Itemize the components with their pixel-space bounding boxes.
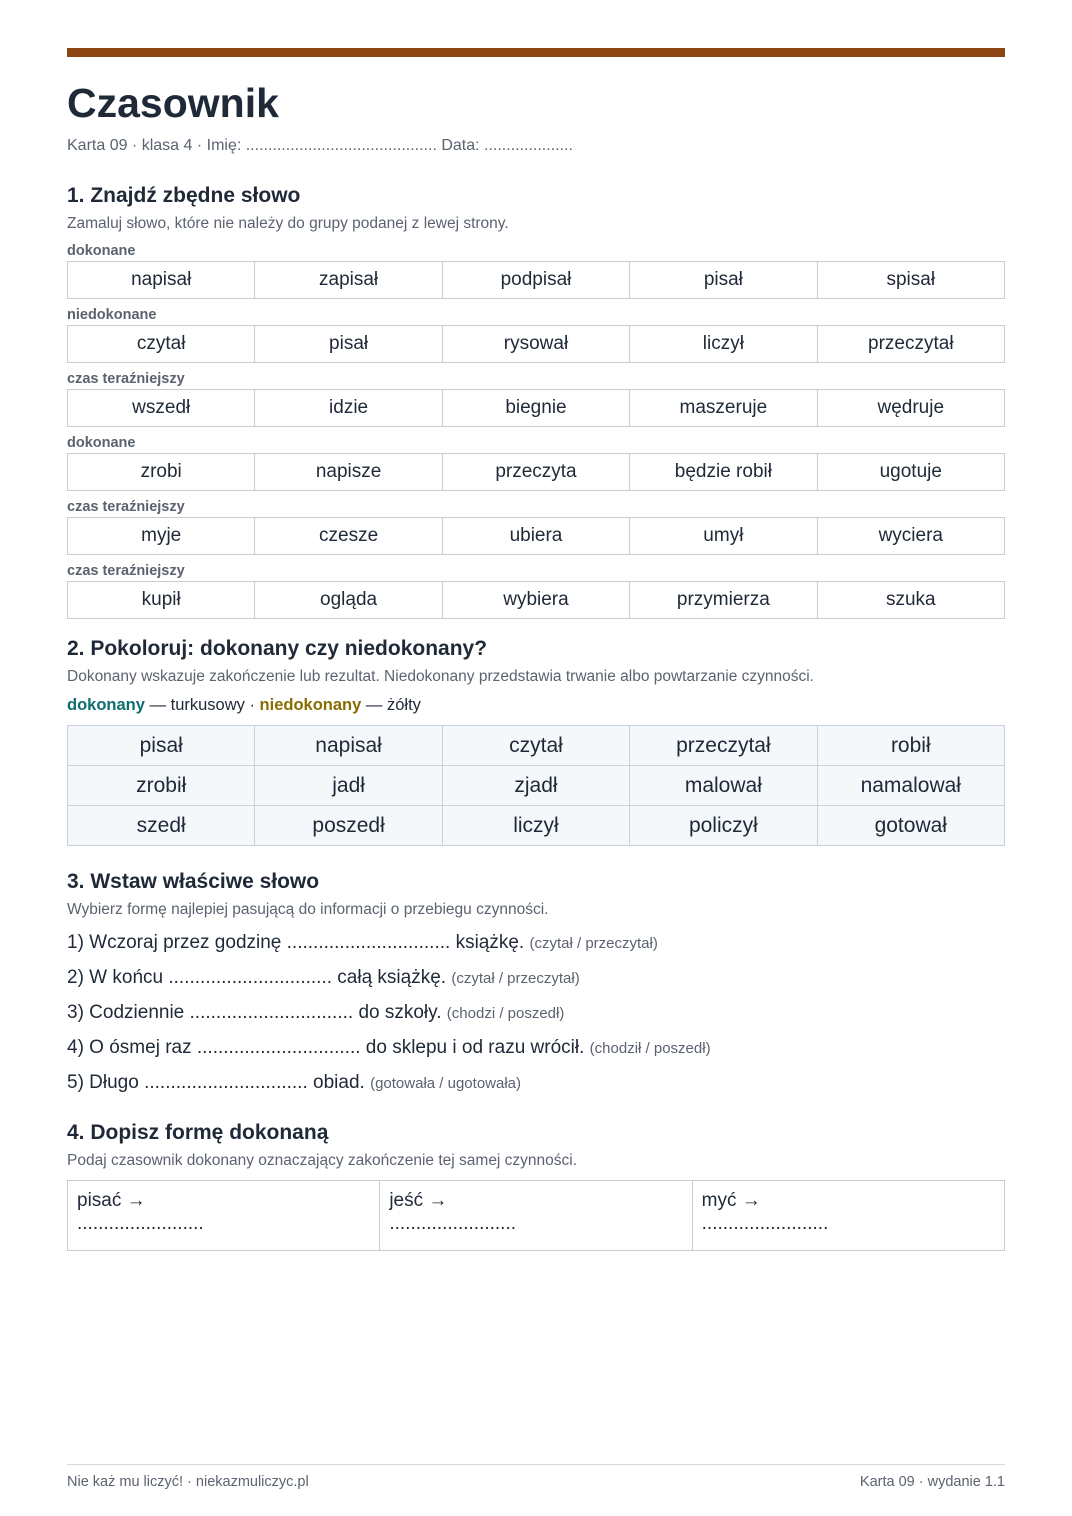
base-verb: myć → [701, 1190, 761, 1211]
word-cell[interactable]: myje [68, 518, 255, 555]
verb-cell[interactable]: poszedł [255, 806, 442, 846]
section-3 [67, 869, 1005, 1100]
word-cell[interactable]: wszedł [68, 390, 255, 427]
answer-blank[interactable]: ........................ [389, 1213, 517, 1234]
word-cell[interactable]: napisze [255, 454, 442, 491]
word-cell[interactable]: zrobi [68, 454, 255, 491]
section-1 [67, 183, 1005, 619]
word-cell[interactable]: podpisał [442, 262, 629, 299]
section-4-title: 4. Dopisz formę dokonaną [67, 1121, 329, 1144]
sentence-hint: (gotowała / ugotowała) [370, 1075, 522, 1092]
answer-blank[interactable]: ........................ [701, 1213, 829, 1234]
word-cell[interactable]: ubiera [442, 518, 629, 555]
coloring-row [68, 806, 1005, 846]
sentence-text[interactable]: 2) W końcu ............................... całą książkę. [67, 967, 447, 988]
verb-cell[interactable]: szedł [68, 806, 255, 846]
sentence-text[interactable]: 3) Codziennie ............................... do szkoły. [67, 1002, 442, 1023]
section-1-instructions: Zamaluj słowo, które nie należy do grupy podanej z lewej strony. [67, 215, 509, 232]
worksheet-meta: Karta 09 · klasa 4 · Imię: ........................................... Data: .................... [67, 137, 573, 154]
legend-perfective-color: — turkusowy · [144, 696, 260, 714]
verb-cell[interactable]: liczył [442, 806, 629, 846]
accent-bar [67, 48, 1005, 57]
word-cell[interactable]: przymierza [630, 582, 817, 619]
verb-cell[interactable]: jadł [255, 766, 442, 806]
sentence-item [67, 995, 1005, 1030]
word-cell[interactable]: przeczyta [442, 454, 629, 491]
fill-in-sentences [67, 925, 1005, 1100]
footer-divider [67, 1464, 1005, 1465]
section-4 [67, 1120, 1005, 1251]
word-cell[interactable]: pisał [255, 326, 442, 363]
legend-perfective: dokonany [67, 696, 145, 714]
verb-cell[interactable]: napisał [255, 726, 442, 766]
legend-imperfective-color: — żółty [361, 696, 421, 714]
word-group-row [68, 582, 1005, 619]
group-label: dokonane [67, 435, 136, 451]
word-cell[interactable]: przeczytał [817, 326, 1004, 363]
section-3-instructions: Wybierz formę najlepiej pasującą do informacji o przebiegu czynności. [67, 901, 549, 918]
verb-cell[interactable]: malował [630, 766, 817, 806]
word-cell[interactable]: umył [630, 518, 817, 555]
section-3-title: 3. Wstaw właściwe słowo [67, 870, 320, 893]
sentence-item [67, 960, 1005, 995]
word-cell[interactable]: spisał [817, 262, 1004, 299]
group-label: dokonane [67, 243, 136, 259]
worksheet-page [67, 48, 1005, 1251]
word-cell[interactable]: czytał [68, 326, 255, 363]
word-cell[interactable]: pisał [630, 262, 817, 299]
word-group-table [67, 453, 1005, 491]
word-group-row [68, 518, 1005, 555]
group-label: czas teraźniejszy [67, 371, 185, 387]
word-group-row [68, 390, 1005, 427]
answer-cell[interactable] [380, 1181, 692, 1251]
word-group-row [68, 262, 1005, 299]
answer-cell[interactable] [692, 1181, 1004, 1251]
word-group-table [67, 581, 1005, 619]
word-cell[interactable]: ogląda [255, 582, 442, 619]
word-group-row [68, 454, 1005, 491]
answer-cell[interactable] [68, 1181, 380, 1251]
sentence-hint: (czytał / przeczytał) [451, 970, 580, 987]
group-label: czas teraźniejszy [67, 563, 185, 579]
word-cell[interactable]: maszeruje [630, 390, 817, 427]
word-cell[interactable]: wybiera [442, 582, 629, 619]
verb-cell[interactable]: zjadł [442, 766, 629, 806]
word-cell[interactable]: będzie robił [630, 454, 817, 491]
word-cell[interactable]: ugotuje [817, 454, 1004, 491]
word-cell[interactable]: wędruje [817, 390, 1004, 427]
sentence-hint: (czytał / przeczytał) [529, 935, 658, 952]
section-2-title: 2. Pokoloruj: dokonany czy niedokonany? [67, 637, 488, 660]
word-cell[interactable]: napisał [68, 262, 255, 299]
word-group-row [68, 326, 1005, 363]
footer-edition: Karta 09 · wydanie 1.1 [859, 1474, 1005, 1490]
sentence-item [67, 1030, 1005, 1065]
word-cell[interactable]: liczył [630, 326, 817, 363]
word-group-table [67, 517, 1005, 555]
footer-site: Nie każ mu liczyć! · niekazmuliczyc.pl [67, 1474, 309, 1490]
color-legend [67, 696, 1005, 715]
sentence-text[interactable]: 1) Wczoraj przez godzinę ............................... książkę. [67, 932, 525, 953]
verb-cell[interactable]: gotował [817, 806, 1004, 846]
word-cell[interactable]: biegnie [442, 390, 629, 427]
word-cell[interactable]: czesze [255, 518, 442, 555]
verb-cell[interactable]: przeczytał [630, 726, 817, 766]
word-group-table [67, 261, 1005, 299]
verb-cell[interactable]: pisał [68, 726, 255, 766]
word-cell[interactable]: rysował [442, 326, 629, 363]
word-cell[interactable]: idzie [255, 390, 442, 427]
sentence-text[interactable]: 4) O ósmej raz ............................... do sklepu i od razu wrócił. [67, 1037, 585, 1058]
verb-cell[interactable]: namalował [817, 766, 1004, 806]
section-1-title: 1. Znajdź zbędne słowo [67, 184, 301, 207]
base-verb: jeść → [389, 1190, 448, 1211]
word-groups [67, 241, 1005, 619]
answer-blank[interactable]: ........................ [77, 1213, 204, 1234]
perfective-form-table [67, 1180, 1005, 1251]
word-cell[interactable]: zapisał [255, 262, 442, 299]
section-4-instructions: Podaj czasownik dokonany oznaczający zakończenie tej samej czynności. [67, 1152, 578, 1169]
verb-cell[interactable]: robił [817, 726, 1004, 766]
group-label: czas teraźniejszy [67, 499, 185, 515]
sentence-text[interactable]: 5) Długo ............................... obiad. [67, 1072, 365, 1093]
verb-cell[interactable]: policzył [630, 806, 817, 846]
word-group-table [67, 325, 1005, 363]
legend-imperfective: niedokonany [259, 696, 362, 714]
base-verb: pisać → [77, 1190, 146, 1211]
coloring-row [68, 726, 1005, 766]
sentence-item [67, 925, 1005, 960]
coloring-row [68, 766, 1005, 806]
sentence-item [67, 1065, 1005, 1100]
coloring-table [67, 725, 1005, 846]
verb-cell[interactable]: zrobił [68, 766, 255, 806]
section-2 [67, 636, 1005, 846]
sentence-hint: (chodzi / poszedł) [446, 1005, 565, 1022]
word-cell[interactable]: kupił [68, 582, 255, 619]
word-cell[interactable]: szuka [817, 582, 1004, 619]
sentence-hint: (chodził / poszedł) [589, 1040, 711, 1057]
word-cell[interactable]: wyciera [817, 518, 1004, 555]
page-title: Czasownik [67, 80, 279, 126]
verb-cell[interactable]: czytał [442, 726, 629, 766]
group-label: niedokonane [67, 307, 157, 323]
section-2-instructions: Dokonany wskazuje zakończenie lub rezultat. Niedokonany przedstawia trwanie albo powtarzanie czynności. [67, 668, 814, 685]
word-group-table [67, 389, 1005, 427]
